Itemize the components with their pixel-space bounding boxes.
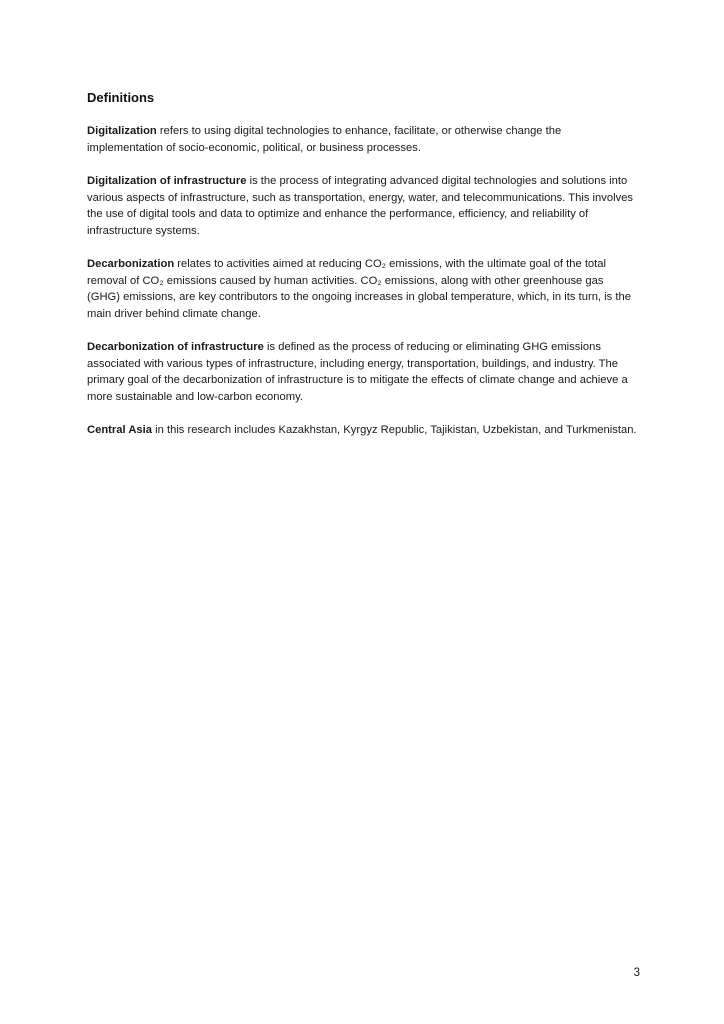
definition-decarbonization [87, 256, 639, 322]
definition-text: is the process of integrating advanced digital technologies and solutions into various aspects of infrastructure, such as transportation, energy, water, and telecommunications. This involves the use of digital tools and data to optimize and enhance the performance, efficiency, and reliability of infrastructure systems. [87, 175, 634, 237]
definition-term: Decarbonization [87, 258, 175, 270]
definition-term: Digitalization [87, 125, 157, 137]
page-number: 3 [633, 967, 640, 979]
definition-text: is defined as the process of reducing or eliminating GHG emissions associated with various types of infrastructure, including energy, transportation, buildings, and industry. The primary goal of the decarbonization of infrastructure is to mitigate the effects of climate change and achieve a more sustainable and low-carbon economy. [87, 341, 628, 403]
definition-digitalization [87, 123, 639, 156]
page-content [87, 89, 639, 456]
definition-term: Decarbonization of infrastructure [87, 341, 264, 353]
definition-text: in this research includes Kazakhstan, Kyrgyz Republic, Tajikistan, Uzbekistan, and Turkmenistan. [152, 424, 637, 436]
definition-term: Digitalization of infrastructure [87, 175, 247, 187]
definition-central-asia [87, 422, 639, 439]
definition-digitalization-of-infrastructure [87, 173, 639, 239]
definition-decarbonization-of-infrastructure [87, 339, 639, 405]
definition-text: relates to activities aimed at reducing CO₂ emissions, with the ultimate goal of the total removal of CO₂ emissions caused by human activities. CO₂ emissions, along with other greenhouse gas (GHG) emissions, are key contributors to the ongoing increases in global temperature, which, in its turn, is the main driver behind climate change. [87, 258, 631, 320]
definition-text: refers to using digital technologies to enhance, facilitate, or otherwise change the implementation of socio-economic, political, or business processes. [87, 125, 562, 154]
page-heading: Definitions [87, 90, 155, 105]
definition-term: Central Asia [87, 424, 152, 436]
